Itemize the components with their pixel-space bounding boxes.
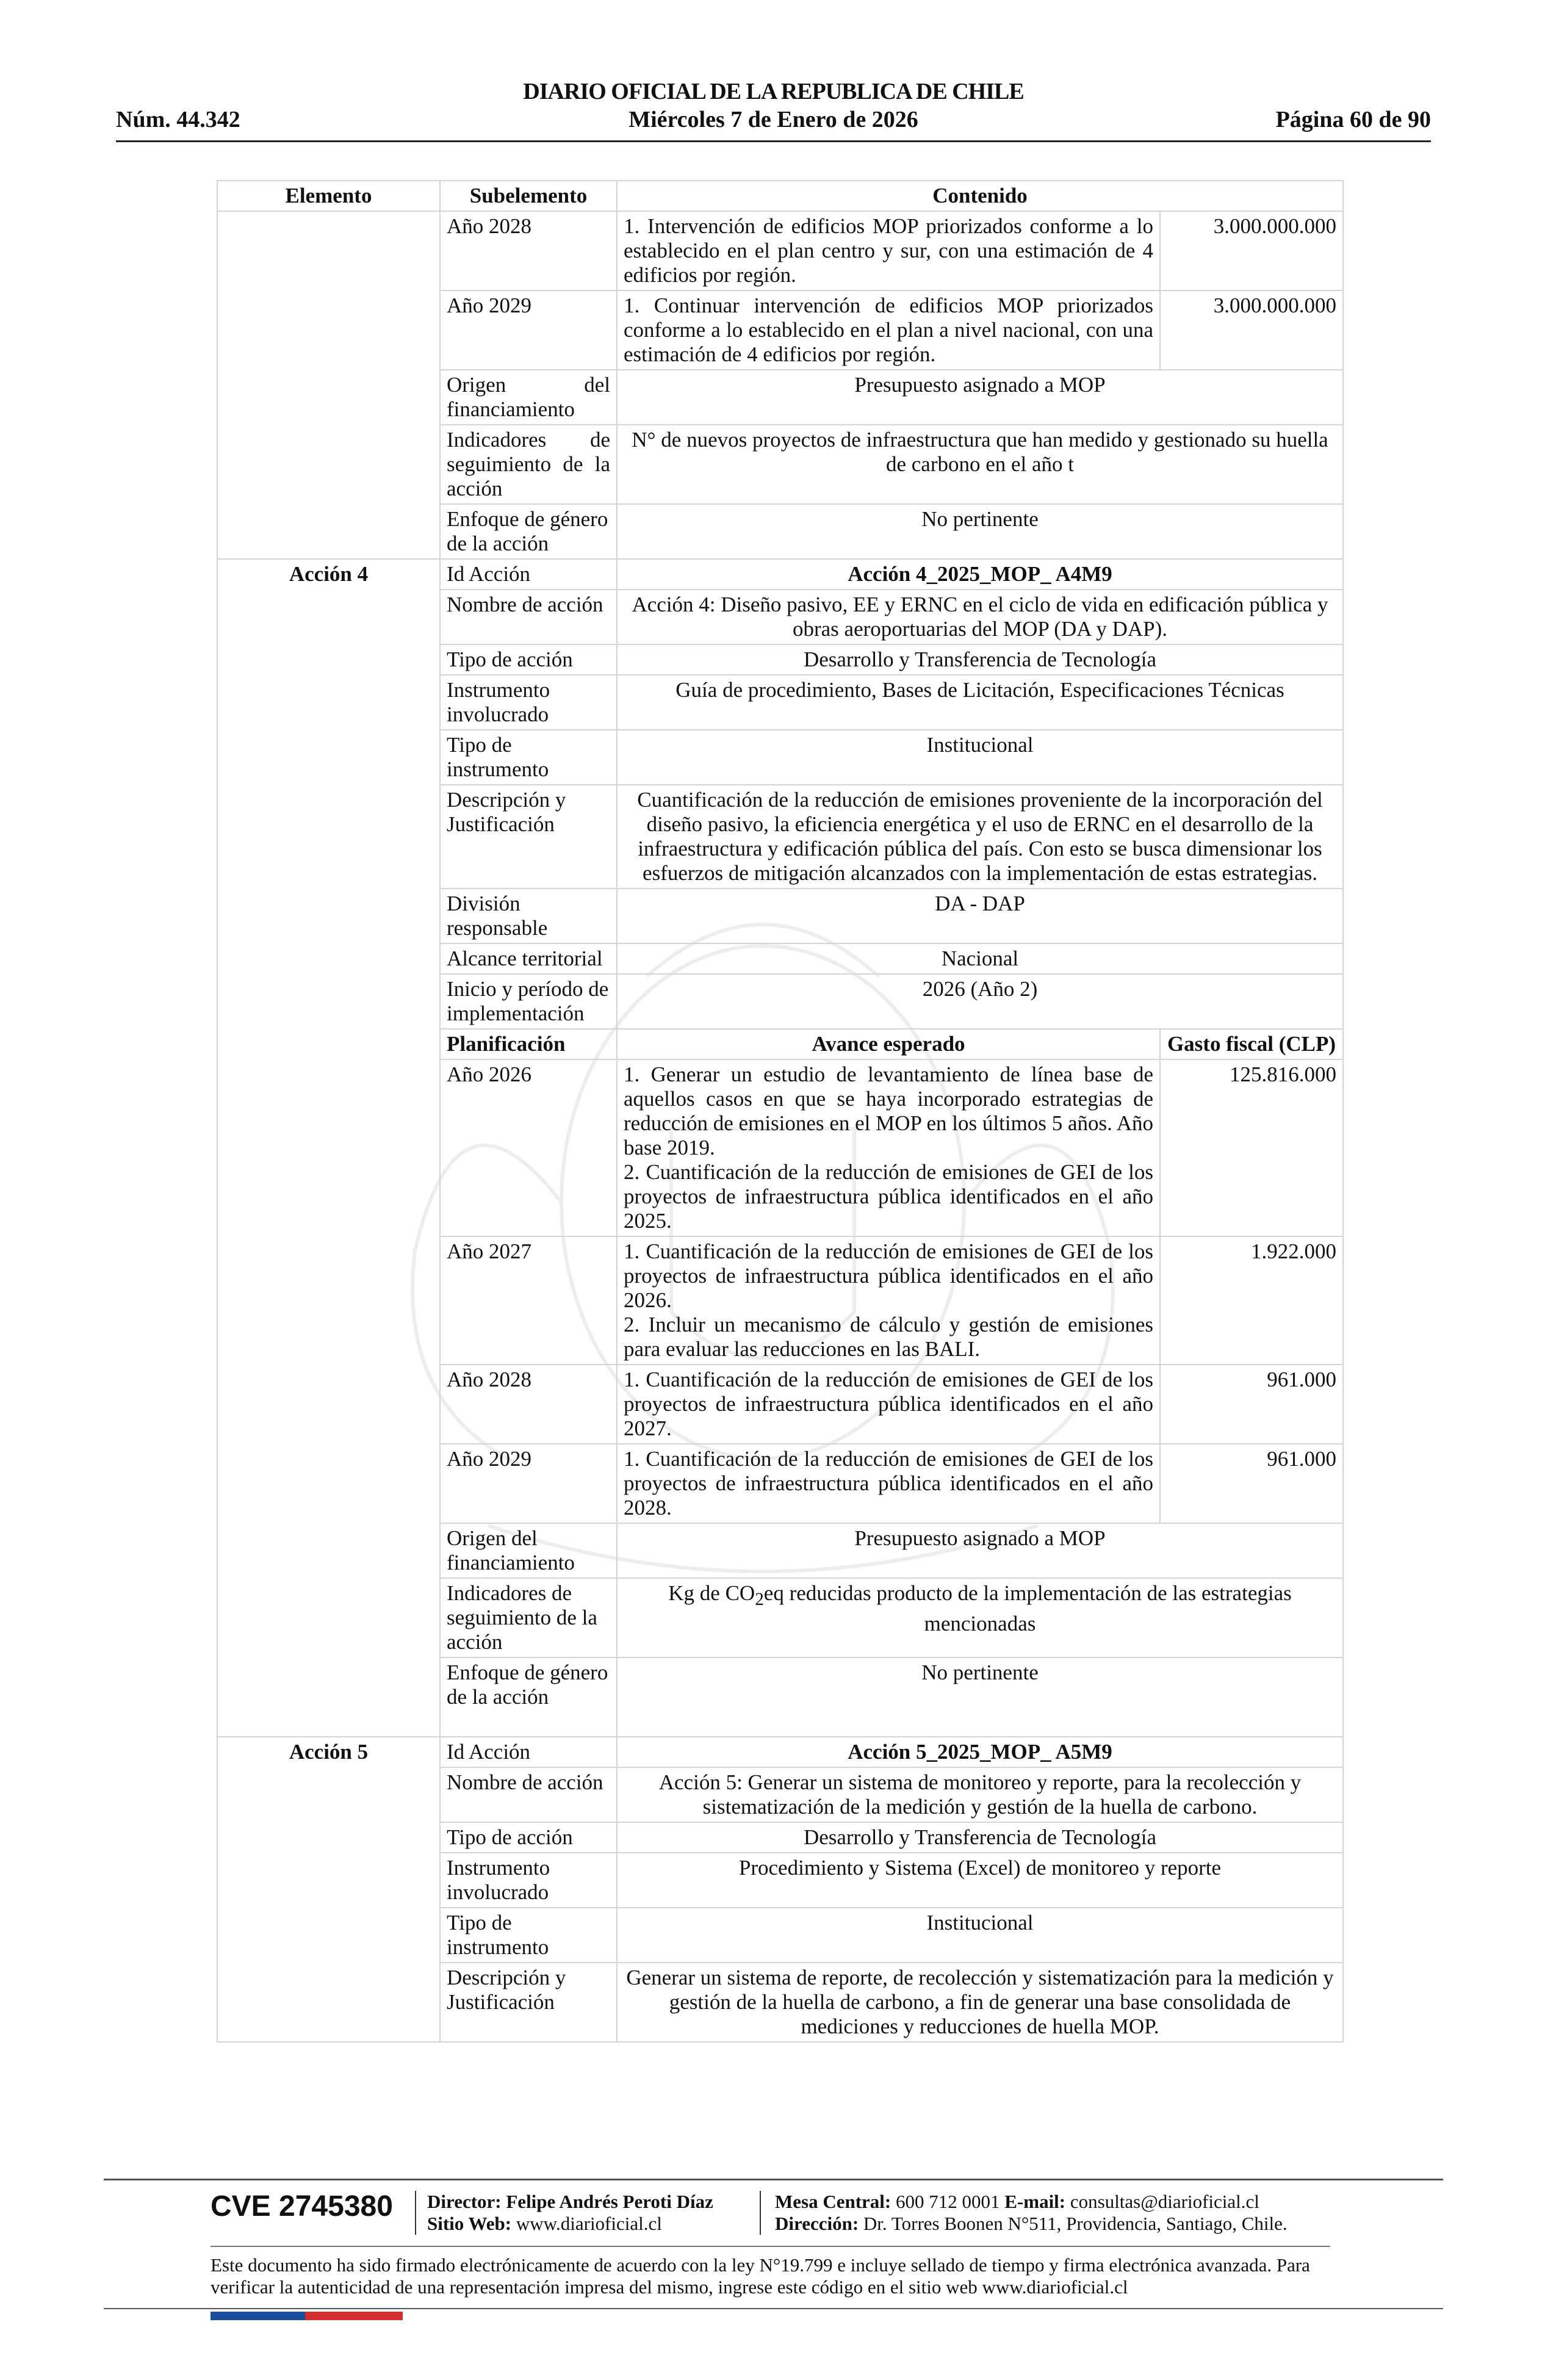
year-label: Año 2028 <box>440 1365 617 1444</box>
table-row <box>217 370 1343 425</box>
footer-director-block <box>427 2191 713 2235</box>
table-row <box>217 1963 1343 2042</box>
director-name: Felipe Andrés Peroti Díaz <box>506 2191 713 2212</box>
year-amount: 3.000.000.000 <box>1160 290 1343 370</box>
year-progress <box>617 1059 1160 1236</box>
planning-label: Planificación <box>440 1029 617 1059</box>
table-row <box>217 730 1343 785</box>
year-label: Año 2028 <box>440 211 617 290</box>
table-row <box>217 504 1343 559</box>
table-row <box>217 211 1343 290</box>
row-value: Institucional <box>617 1908 1343 1963</box>
footer-separator <box>760 2191 761 2235</box>
row-label: Instrumento involucrado <box>440 675 617 730</box>
year-label: Año 2029 <box>440 1444 617 1523</box>
table-row <box>217 1657 1343 1737</box>
email-label: E-mail: <box>1004 2191 1066 2212</box>
year-label: Año 2029 <box>440 290 617 370</box>
mesa-phone: 600 712 0001 <box>896 2191 1000 2212</box>
row-label: Tipo de acción <box>440 1822 617 1853</box>
row-label: Alcance territorial <box>440 943 617 974</box>
footer-divider-bottom <box>104 2308 1443 2309</box>
row-value: Desarrollo y Transferencia de Tecnología <box>617 1822 1343 1853</box>
email-link[interactable]: consultas@diarioficial.cl <box>1070 2191 1259 2212</box>
row-value <box>617 1578 1343 1657</box>
table-row <box>217 1059 1343 1236</box>
year-amount: 961.000 <box>1160 1365 1343 1444</box>
row-label: Id Acción <box>440 1737 617 1767</box>
action-id: Acción 5_2025_MOP_ A5M9 <box>617 1737 1343 1767</box>
col-header-content: Contenido <box>617 181 1343 211</box>
col-header-element: Elemento <box>217 181 440 211</box>
site-link[interactable]: www.diarioficial.cl <box>516 2213 662 2234</box>
row-label: Enfoque de género de la acción <box>440 504 617 559</box>
indicator-subscript: 2 <box>755 1590 764 1609</box>
table-header-row <box>217 181 1343 211</box>
row-value: Presupuesto asignado a MOP <box>617 1523 1343 1578</box>
spend-label: Gasto fiscal (CLP) <box>1160 1029 1343 1059</box>
newspaper-title: DIARIO OFICIAL DE LA REPUBLICA DE CHILE <box>523 79 1024 104</box>
row-label: Tipo de instrumento <box>440 1908 617 1963</box>
row-label: Inicio y período de implementación <box>440 974 617 1029</box>
row-value: Generar un sistema de reporte, de recolección y sistematización para la medición y gestión de la huella de carbono, a fin de generar una base consolidada de mediciones y reducciones de huella MOP. <box>617 1963 1343 2042</box>
table-row <box>217 1737 1343 1767</box>
row-value: Presupuesto asignado a MOP <box>617 370 1343 425</box>
year-amount: 3.000.000.000 <box>1160 211 1343 290</box>
address: Dr. Torres Boonen N°511, Providencia, Santiago, Chile. <box>863 2213 1288 2234</box>
row-label: Nombre de acción <box>440 590 617 644</box>
table-row <box>217 1523 1343 1578</box>
progress-line: 1. Cuantificación de la reducción de emisiones de GEI de los proyectos de infraestructura pública identificados en el año 2027. <box>624 1368 1153 1440</box>
mesa-label: Mesa Central: <box>775 2191 891 2212</box>
cve-code: CVE 2745380 <box>211 2190 393 2223</box>
flag-stripe-red <box>305 2312 403 2320</box>
row-label: Instrumento involucrado <box>440 1853 617 1908</box>
row-value: 2026 (Año 2) <box>617 974 1343 1029</box>
indicator-text: Kg de CO <box>668 1581 755 1605</box>
col-header-subelement: Subelemento <box>440 181 617 211</box>
table-row <box>217 1853 1343 1908</box>
address-label: Dirección: <box>775 2213 859 2234</box>
year-progress <box>617 1365 1160 1444</box>
row-label: Origen del financiamiento <box>440 370 617 425</box>
row-label: Tipo de instrumento <box>440 730 617 785</box>
table-row <box>217 1767 1343 1822</box>
row-label: Descripción y Justificación <box>440 785 617 889</box>
planning-header-row <box>217 1029 1343 1059</box>
table-row <box>217 1822 1343 1853</box>
row-label: Origen del financiamiento <box>440 1523 617 1578</box>
table-row <box>217 889 1343 943</box>
year-progress <box>617 1236 1160 1365</box>
row-value: Acción 5: Generar un sistema de monitoreo y reporte, para la recolección y sistematización de la medición y gestión de la huella de carbono. <box>617 1767 1343 1822</box>
site-label: Sitio Web: <box>427 2213 512 2234</box>
legal-notice: Este documento ha sido firmado electrónicamente de acuerdo con la ley N°19.799 e incluye sellado de tiempo y firma electrónica avanzada. Para verificar la autenticidad de una representación impresa del mismo, ingrese este código en el sitio web www.diarioficial.cl <box>211 2254 1310 2298</box>
table-row <box>217 290 1343 370</box>
row-value: Procedimiento y Sistema (Excel) de monitoreo y reporte <box>617 1853 1343 1908</box>
table-row <box>217 644 1343 675</box>
row-value: N° de nuevos proyectos de infraestructura que han medido y gestionado su huella de carbono en el año t <box>617 425 1343 504</box>
row-label: División responsable <box>440 889 617 943</box>
row-value: Institucional <box>617 730 1343 785</box>
table-row <box>217 590 1343 644</box>
table-row <box>217 1444 1343 1523</box>
table-row <box>217 974 1343 1029</box>
row-label: Id Acción <box>440 559 617 590</box>
director-label: Director: <box>427 2191 502 2212</box>
progress-line: 1. Generar un estudio de levantamiento de línea base de aquellos casos en que se haya incorporado estrategias de reducción de emisiones en el MOP en los últimos 5 años. Año base 2019. <box>624 1062 1153 1159</box>
indicator-text: eq reducidas producto de la implementación de las estrategias mencionadas <box>763 1581 1292 1635</box>
footer-divider-mid <box>211 2246 1330 2247</box>
table-row <box>217 675 1343 730</box>
row-label: Tipo de acción <box>440 644 617 675</box>
row-value: No pertinente <box>617 1657 1343 1737</box>
progress-label: Avance esperado <box>617 1029 1160 1059</box>
row-value: No pertinente <box>617 504 1343 559</box>
row-value: Guía de procedimiento, Bases de Licitación, Especificaciones Técnicas <box>617 675 1343 730</box>
table-row <box>217 1578 1343 1657</box>
issue-date: Miércoles 7 de Enero de 2026 <box>629 107 918 132</box>
progress-line: 1. Cuantificación de la reducción de emisiones de GEI de los proyectos de infraestructura pública identificados en el año 2026. <box>624 1239 1153 1312</box>
header-divider <box>116 140 1431 142</box>
table-row <box>217 943 1343 974</box>
action-table <box>217 180 1344 2043</box>
year-amount: 125.816.000 <box>1160 1059 1343 1236</box>
progress-line: 2. Incluir un mecanismo de cálculo y gestión de emisiones para evaluar las reducciones en las BALI. <box>624 1313 1153 1361</box>
issue-number: Núm. 44.342 <box>116 107 240 132</box>
footer-divider-top <box>104 2179 1443 2180</box>
year-label: Año 2027 <box>440 1236 617 1365</box>
table-row <box>217 785 1343 889</box>
row-label: Indicadores de seguimiento de la acción <box>440 1578 617 1657</box>
table-row <box>217 1908 1343 1963</box>
row-value: DA - DAP <box>617 889 1343 943</box>
year-progress: 1. Continuar intervención de edificios MOP priorizados conforme a lo establecido en el plan a nivel nacional, con una estimación de 4 edificios por región. <box>617 290 1160 370</box>
row-value: Nacional <box>617 943 1343 974</box>
page-number: Página 60 de 90 <box>1275 107 1431 132</box>
progress-line: 1. Cuantificación de la reducción de emisiones de GEI de los proyectos de infraestructura pública identificados en el año 2028. <box>624 1447 1153 1520</box>
year-progress <box>617 1444 1160 1523</box>
year-label: Año 2026 <box>440 1059 617 1236</box>
year-progress: 1. Intervención de edificios MOP priorizados conforme a lo establecido en el plan centro y sur, con una estimación de 4 edificios por región. <box>617 211 1160 290</box>
row-value: Desarrollo y Transferencia de Tecnología <box>617 644 1343 675</box>
action-id: Acción 4_2025_MOP_ A4M9 <box>617 559 1343 590</box>
footer-contact-block <box>775 2191 1288 2235</box>
table-row <box>217 559 1343 590</box>
table-row <box>217 425 1343 504</box>
row-label: Nombre de acción <box>440 1767 617 1822</box>
page-header <box>116 78 1431 145</box>
element-label: Acción 4 <box>217 559 440 590</box>
row-label: Enfoque de género de la acción <box>440 1657 617 1737</box>
year-amount: 961.000 <box>1160 1444 1343 1523</box>
table-row <box>217 1236 1343 1365</box>
progress-line: 2. Cuantificación de la reducción de emisiones de GEI de los proyectos de infraestructura pública identificados en el año 2025. <box>624 1160 1153 1233</box>
flag-stripe-blue <box>211 2312 305 2320</box>
year-amount: 1.922.000 <box>1160 1236 1343 1365</box>
footer-separator <box>415 2191 416 2235</box>
row-label: Indicadores de seguimiento de la acción <box>440 425 617 504</box>
row-value: Acción 4: Diseño pasivo, EE y ERNC en el ciclo de vida en edificación pública y obras aeroportuarias del MOP (DA y DAP). <box>617 590 1343 644</box>
table-row <box>217 1365 1343 1444</box>
row-label: Descripción y Justificación <box>440 1963 617 2042</box>
element-label: Acción 5 <box>217 1737 440 1767</box>
row-value: Cuantificación de la reducción de emisiones proveniente de la incorporación del diseño pasivo, la eficiencia energética y el uso de ERNC en el desarrollo de la infraestructura y edificación pública del país. Con esto se busca dimensionar los esfuerzos de mitigación alcanzados con la implementación de estas estrategias. <box>617 785 1343 889</box>
